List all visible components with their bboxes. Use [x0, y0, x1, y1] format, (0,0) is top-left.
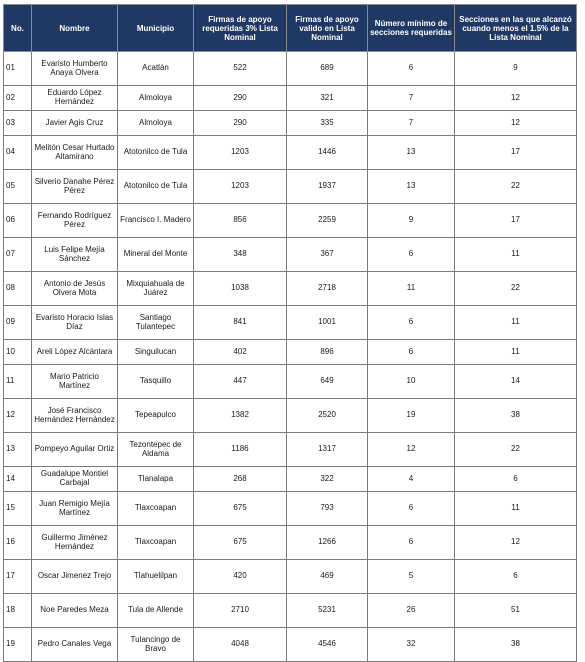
cell-firmas-validas: 896 [287, 340, 368, 365]
cell-secciones-alcanzo: 6 [455, 560, 577, 594]
cell-nombre: Noe Paredes Meza [32, 594, 118, 628]
cell-firmas-validas: 2718 [287, 272, 368, 306]
cell-municipio: Almoloya [118, 111, 194, 136]
cell-min-secciones: 26 [368, 594, 455, 628]
cell-municipio: Tepeapulco [118, 399, 194, 433]
table-row [4, 526, 577, 560]
cell-secciones-alcanzo: 12 [455, 86, 577, 111]
cell-min-secciones: 7 [368, 111, 455, 136]
cell-municipio: Mixquiahuala de Juárez [118, 272, 194, 306]
cell-secciones-alcanzo: 17 [455, 204, 577, 238]
cell-firmas-validas: 322 [287, 467, 368, 492]
cell-municipio: Almoloya [118, 86, 194, 111]
cell-no: 15 [4, 492, 32, 526]
table-row [4, 238, 577, 272]
cell-secciones-alcanzo: 14 [455, 365, 577, 399]
cell-no: 18 [4, 594, 32, 628]
cell-firmas-requeridas: 1186 [194, 433, 287, 467]
cell-nombre: Oscar Jimenez Trejo [32, 560, 118, 594]
cell-firmas-requeridas: 447 [194, 365, 287, 399]
cell-municipio: Tlanalapa [118, 467, 194, 492]
cell-nombre: Guillermo Jiménez Hernández [32, 526, 118, 560]
cell-firmas-requeridas: 675 [194, 526, 287, 560]
table-row [4, 628, 577, 662]
cell-no: 01 [4, 52, 32, 86]
cell-nombre: Eduardo López Hernández [32, 86, 118, 111]
cell-secciones-alcanzo: 9 [455, 52, 577, 86]
cell-municipio: Acatlán [118, 52, 194, 86]
cell-municipio: Tulancingo de Bravo [118, 628, 194, 662]
cell-no: 03 [4, 111, 32, 136]
header-no: No. [4, 5, 32, 52]
cell-no: 05 [4, 170, 32, 204]
cell-no: 10 [4, 340, 32, 365]
cell-min-secciones: 6 [368, 238, 455, 272]
cell-firmas-validas: 2520 [287, 399, 368, 433]
cell-firmas-requeridas: 4048 [194, 628, 287, 662]
cell-secciones-alcanzo: 38 [455, 628, 577, 662]
header-municipio: Municipio [118, 5, 194, 52]
cell-no: 06 [4, 204, 32, 238]
cell-min-secciones: 5 [368, 560, 455, 594]
cell-firmas-validas: 2259 [287, 204, 368, 238]
cell-secciones-alcanzo: 12 [455, 526, 577, 560]
table-body [4, 52, 577, 662]
cell-municipio: Tula de Allende [118, 594, 194, 628]
cell-firmas-validas: 1266 [287, 526, 368, 560]
table-row [4, 111, 577, 136]
cell-secciones-alcanzo: 12 [455, 111, 577, 136]
header-firmas-validas: Firmas de apoyo valido en Lista Nominal [287, 5, 368, 52]
cell-firmas-validas: 5231 [287, 594, 368, 628]
cell-secciones-alcanzo: 11 [455, 340, 577, 365]
cell-min-secciones: 19 [368, 399, 455, 433]
cell-nombre: Guadalupe Montiel Carbajal [32, 467, 118, 492]
cell-min-secciones: 6 [368, 492, 455, 526]
table-row [4, 433, 577, 467]
table-row [4, 136, 577, 170]
cell-nombre: Pompeyo Aguilar Ortiz [32, 433, 118, 467]
cell-municipio: Mineral del Monte [118, 238, 194, 272]
cell-no: 04 [4, 136, 32, 170]
cell-nombre: Melitón Cesar Hurtado Altamirano [32, 136, 118, 170]
cell-secciones-alcanzo: 22 [455, 433, 577, 467]
table-row [4, 272, 577, 306]
cell-firmas-validas: 367 [287, 238, 368, 272]
table-row [4, 594, 577, 628]
table-row [4, 306, 577, 340]
cell-firmas-requeridas: 402 [194, 340, 287, 365]
cell-min-secciones: 12 [368, 433, 455, 467]
cell-firmas-validas: 689 [287, 52, 368, 86]
cell-municipio: Tlaxcoapan [118, 526, 194, 560]
table-row [4, 560, 577, 594]
header-nombre: Nombre [32, 5, 118, 52]
cell-nombre: Areli López Alcántara [32, 340, 118, 365]
header-row [4, 5, 577, 52]
cell-firmas-requeridas: 522 [194, 52, 287, 86]
header-firmas-requeridas: Firmas de apoyo requeridas 3% Lista Nominal [194, 5, 287, 52]
cell-municipio: Atotonilco de Tula [118, 136, 194, 170]
cell-firmas-validas: 321 [287, 86, 368, 111]
cell-min-secciones: 10 [368, 365, 455, 399]
cell-no: 14 [4, 467, 32, 492]
cell-firmas-requeridas: 856 [194, 204, 287, 238]
cell-firmas-requeridas: 841 [194, 306, 287, 340]
table-row [4, 204, 577, 238]
cell-firmas-requeridas: 268 [194, 467, 287, 492]
cell-no: 13 [4, 433, 32, 467]
cell-firmas-validas: 1317 [287, 433, 368, 467]
cell-firmas-validas: 4546 [287, 628, 368, 662]
table-row [4, 86, 577, 111]
cell-secciones-alcanzo: 22 [455, 170, 577, 204]
cell-min-secciones: 11 [368, 272, 455, 306]
cell-firmas-requeridas: 675 [194, 492, 287, 526]
cell-nombre: Evaristo Humberto Anaya Olvera [32, 52, 118, 86]
candidates-table [3, 4, 577, 662]
table-row [4, 399, 577, 433]
cell-secciones-alcanzo: 17 [455, 136, 577, 170]
cell-min-secciones: 7 [368, 86, 455, 111]
cell-secciones-alcanzo: 38 [455, 399, 577, 433]
cell-firmas-validas: 335 [287, 111, 368, 136]
cell-no: 16 [4, 526, 32, 560]
cell-municipio: Santiago Tulantepec [118, 306, 194, 340]
cell-municipio: Tlahuelilpan [118, 560, 194, 594]
cell-min-secciones: 32 [368, 628, 455, 662]
cell-no: 09 [4, 306, 32, 340]
cell-secciones-alcanzo: 11 [455, 492, 577, 526]
table-header [4, 5, 577, 52]
header-min-secciones: Número mínimo de secciones requeridas [368, 5, 455, 52]
cell-nombre: Antonio de Jesús Olvera Mota [32, 272, 118, 306]
cell-nombre: Javier Agis Cruz [32, 111, 118, 136]
cell-firmas-validas: 793 [287, 492, 368, 526]
cell-min-secciones: 6 [368, 340, 455, 365]
cell-nombre: José Francisco Hernández Hernández [32, 399, 118, 433]
cell-firmas-validas: 1446 [287, 136, 368, 170]
cell-municipio: Tlaxcoapan [118, 492, 194, 526]
table-row [4, 52, 577, 86]
cell-firmas-requeridas: 420 [194, 560, 287, 594]
cell-firmas-validas: 649 [287, 365, 368, 399]
cell-nombre: Pedro Canales Vega [32, 628, 118, 662]
cell-municipio: Tasquillo [118, 365, 194, 399]
cell-municipio: Atotonilco de Tula [118, 170, 194, 204]
cell-nombre: Mario Patricio Martínez [32, 365, 118, 399]
cell-min-secciones: 6 [368, 306, 455, 340]
table-row [4, 492, 577, 526]
table-row [4, 170, 577, 204]
cell-nombre: Evaristo Horacio Islas Díaz [32, 306, 118, 340]
cell-no: 19 [4, 628, 32, 662]
cell-nombre: Juan Remigio Mejía Martínez [32, 492, 118, 526]
cell-min-secciones: 13 [368, 136, 455, 170]
cell-no: 07 [4, 238, 32, 272]
cell-firmas-requeridas: 2710 [194, 594, 287, 628]
cell-secciones-alcanzo: 51 [455, 594, 577, 628]
cell-no: 02 [4, 86, 32, 111]
cell-nombre: Fernando Rodríguez Pérez [32, 204, 118, 238]
cell-no: 17 [4, 560, 32, 594]
cell-secciones-alcanzo: 22 [455, 272, 577, 306]
cell-min-secciones: 6 [368, 526, 455, 560]
cell-municipio: Francisco I. Madero [118, 204, 194, 238]
cell-min-secciones: 4 [368, 467, 455, 492]
cell-municipio: Singuilucan [118, 340, 194, 365]
cell-firmas-requeridas: 290 [194, 86, 287, 111]
table-row [4, 365, 577, 399]
cell-firmas-requeridas: 1038 [194, 272, 287, 306]
cell-no: 12 [4, 399, 32, 433]
cell-no: 08 [4, 272, 32, 306]
cell-firmas-requeridas: 1203 [194, 136, 287, 170]
cell-firmas-requeridas: 1382 [194, 399, 287, 433]
cell-firmas-validas: 1001 [287, 306, 368, 340]
cell-min-secciones: 13 [368, 170, 455, 204]
table-row [4, 467, 577, 492]
cell-firmas-requeridas: 1203 [194, 170, 287, 204]
cell-secciones-alcanzo: 11 [455, 238, 577, 272]
cell-min-secciones: 9 [368, 204, 455, 238]
cell-firmas-requeridas: 290 [194, 111, 287, 136]
cell-min-secciones: 6 [368, 52, 455, 86]
cell-municipio: Tezontepec de Aldama [118, 433, 194, 467]
table-row [4, 340, 577, 365]
cell-firmas-requeridas: 348 [194, 238, 287, 272]
cell-secciones-alcanzo: 6 [455, 467, 577, 492]
cell-secciones-alcanzo: 11 [455, 306, 577, 340]
cell-no: 11 [4, 365, 32, 399]
cell-firmas-validas: 469 [287, 560, 368, 594]
cell-nombre: Luis Felipe Mejía Sánchez [32, 238, 118, 272]
cell-nombre: Silverio Danahe Pérez Pérez [32, 170, 118, 204]
header-secciones-alcanzo: Secciones en las que alcanzó cuando menos el 1.5% de la Lista Nominal [455, 5, 577, 52]
cell-firmas-validas: 1937 [287, 170, 368, 204]
